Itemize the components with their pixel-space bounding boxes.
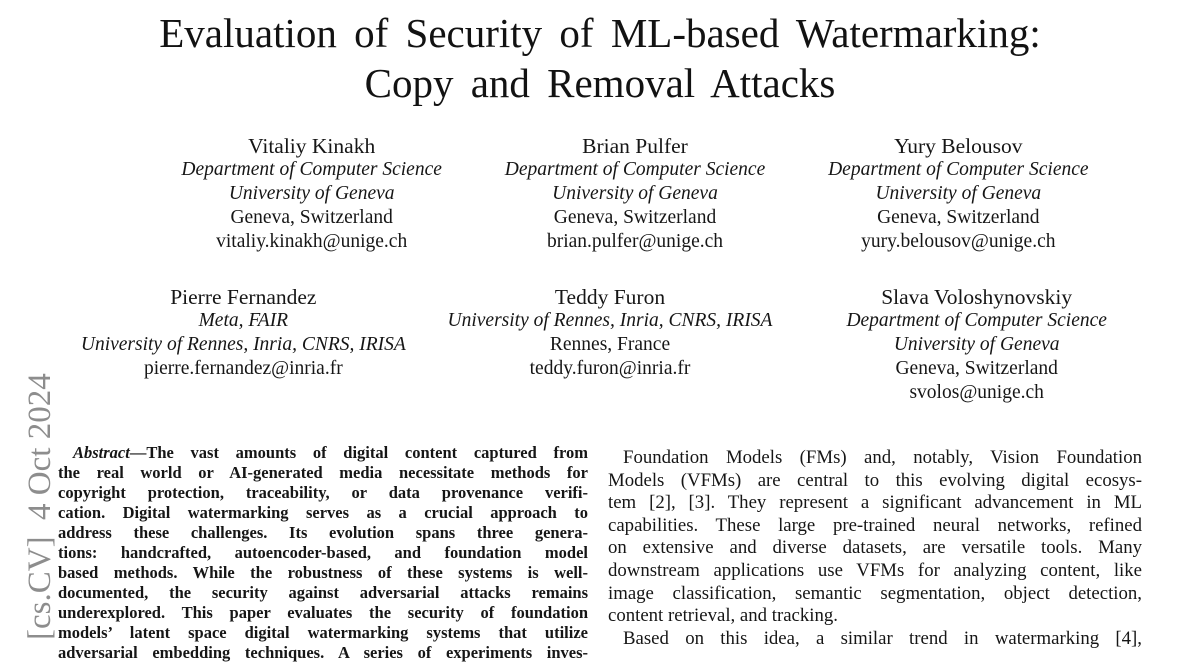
intro-line: Foundation Models (FMs) and, notably, Vision Foundation — [623, 447, 1142, 468]
intro-line: downstream applications use VFMs for analyzing content, like — [608, 559, 1142, 581]
author-block-vitaliy-kinakh — [150, 134, 473, 254]
introduction-column — [608, 443, 1142, 663]
author-block-slava-voloshynovskiy — [793, 285, 1160, 405]
intro-line: image classification, semantic segmentation, object detection, — [608, 582, 1142, 604]
authors-row-2 — [0, 285, 1200, 405]
author-name: Brian Pulfer — [582, 134, 688, 158]
author-name: Yury Belousov — [894, 134, 1023, 158]
abstract-label: Abstract — [73, 443, 130, 462]
author-affiliation: University of Geneva — [875, 183, 1042, 204]
intro-line: Models (VFMs) are central to this evolving digital ecosys- — [608, 469, 1142, 491]
abstract-line: address these challenges. Its evolution spans three genera- — [58, 523, 588, 542]
body-columns — [58, 443, 1142, 663]
author-email: brian.pulfer@unige.ch — [546, 231, 724, 252]
intro-line: content retrieval, and tracking. — [608, 605, 838, 627]
author-name: Vitaliy Kinakh — [248, 134, 376, 158]
author-city: Rennes, France — [549, 334, 671, 355]
author-affiliation: Department of Computer Science — [846, 310, 1107, 331]
author-affiliation: Meta, FAIR — [198, 310, 289, 331]
abstract-text: —The vast amounts of digital content captured from — [129, 443, 588, 462]
intro-line: tem [2], [3]. They represent a significant advancement in ML — [608, 492, 1142, 514]
abstract-line: the real world or AI-generated media necessitate methods for — [58, 463, 588, 482]
author-email: teddy.furon@inria.fr — [529, 358, 691, 379]
author-name: Teddy Furon — [554, 285, 666, 309]
abstract-line: tions: handcrafted, autoencoder-based, and foundation model — [58, 543, 588, 562]
abstract-column — [58, 443, 588, 663]
abstract-line: based methods. While the robustness of these systems is well- — [58, 563, 588, 582]
author-affiliation: University of Geneva — [893, 334, 1060, 355]
author-city: Geneva, Switzerland — [877, 207, 1040, 228]
author-email: yury.belousov@unige.ch — [861, 231, 1056, 252]
intro-line: on extensive and diverse datasets, are versatile tools. Many — [608, 537, 1142, 559]
author-block-pierre-fernandez — [60, 285, 427, 405]
paper-title — [0, 8, 1200, 108]
abstract-line: adversarial embedding techniques. A series of experiments inves- — [58, 643, 588, 662]
author-name: Slava Voloshynovskiy — [881, 285, 1073, 309]
abstract-line — [58, 443, 588, 463]
abstract-line: models’ latent space digital watermarking systems that utilize — [58, 623, 588, 642]
author-name: Pierre Fernandez — [170, 285, 317, 309]
arxiv-category-stamp: [cs.CV] 4 Oct 2024 — [22, 373, 58, 640]
author-email: svolos@unige.ch — [909, 382, 1044, 403]
abstract-line: underexplored. This paper evaluates the security of foundation — [58, 603, 588, 622]
paper-title-line-2: Copy and Removal Attacks — [364, 60, 836, 106]
author-block-teddy-furon — [427, 285, 794, 405]
author-block-yury-belousov — [797, 134, 1120, 254]
author-affiliation: University of Rennes, Inria, CNRS, IRISA — [447, 310, 773, 331]
author-affiliation: Department of Computer Science — [828, 159, 1089, 180]
authors-row-1 — [0, 134, 1200, 254]
author-affiliation: University of Geneva — [552, 183, 718, 204]
author-city: Geneva, Switzerland — [230, 207, 393, 228]
paper-title-line-1: Evaluation of Security of ML-based Watermarking: — [159, 10, 1041, 56]
author-affiliation: University of Geneva — [228, 183, 395, 204]
author-email: pierre.fernandez@inria.fr — [143, 358, 343, 379]
abstract-line: copyright protection, traceability, or data provenance verifi- — [58, 483, 588, 502]
author-affiliation: University of Rennes, Inria, CNRS, IRISA — [80, 334, 406, 355]
abstract-line: cation. Digital watermarking serves as a crucial approach to — [58, 503, 588, 522]
author-block-brian-pulfer — [473, 134, 796, 254]
author-city: Geneva, Switzerland — [895, 358, 1058, 379]
abstract-line: documented, the security against adversarial attacks remains — [58, 583, 588, 602]
intro-line: capabilities. These large pre-trained neural networks, refined — [608, 514, 1142, 536]
author-city: Geneva, Switzerland — [553, 207, 717, 228]
author-affiliation: Department of Computer Science — [181, 159, 442, 180]
author-affiliation: Department of Computer Science — [504, 159, 766, 180]
author-email: vitaliy.kinakh@unige.ch — [216, 231, 408, 252]
intro-line: Based on this idea, a similar trend in watermarking [4], — [623, 627, 1142, 649]
